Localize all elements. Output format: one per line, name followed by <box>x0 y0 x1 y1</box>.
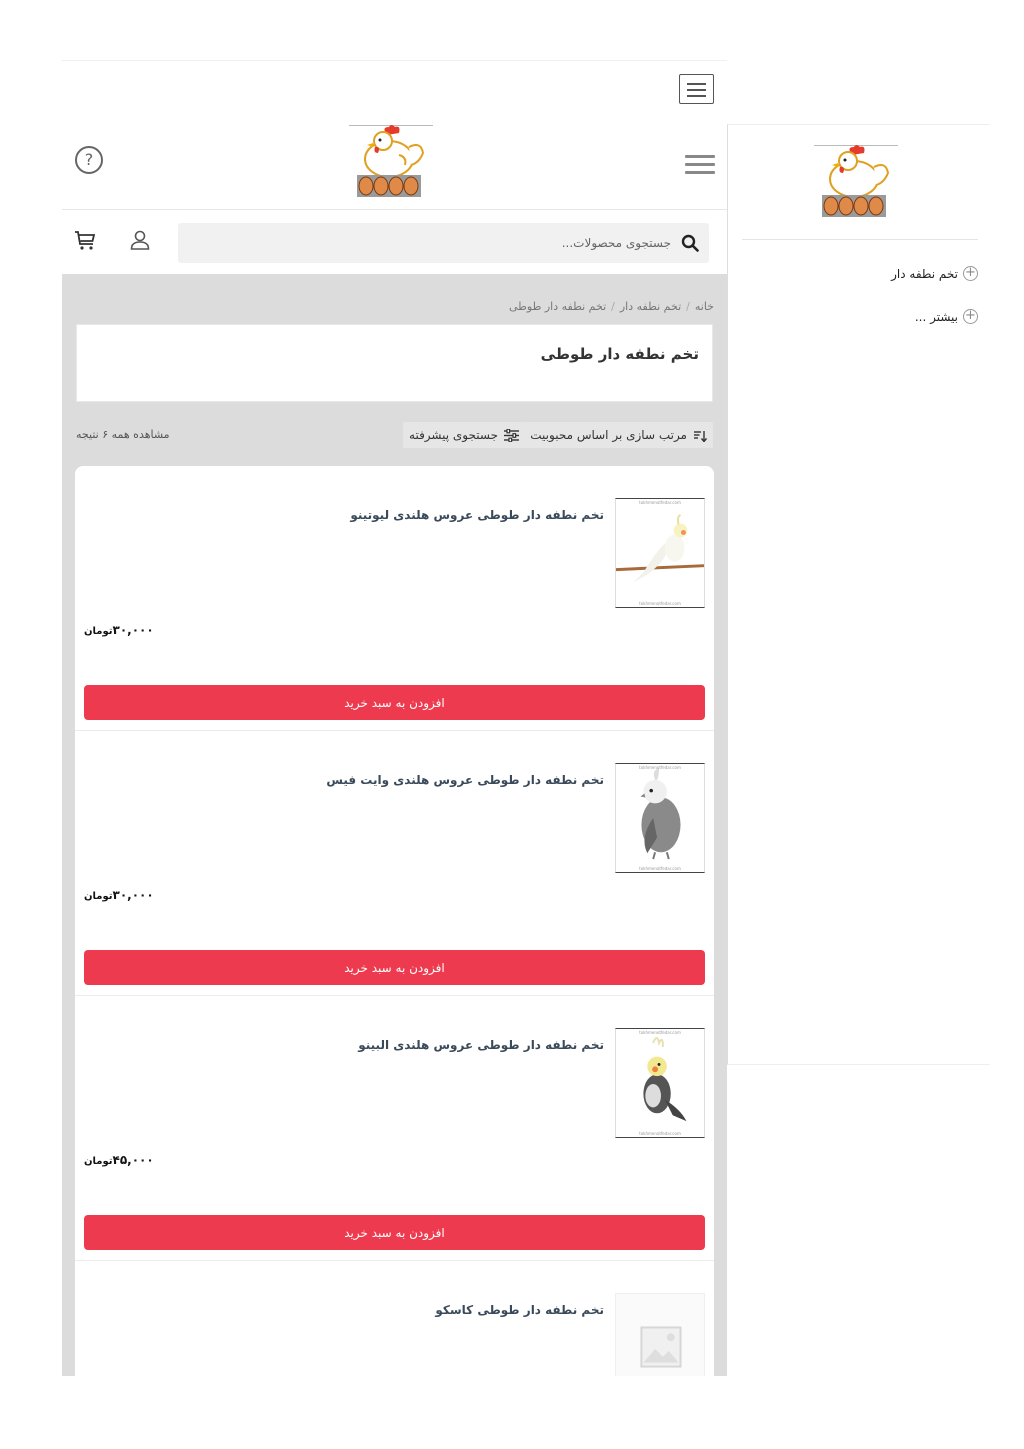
image-caption: tokhmenotfedar.com <box>639 500 681 505</box>
cockatiel-image <box>616 499 704 607</box>
price-value: ۳۰,۰۰۰ <box>112 888 154 902</box>
image-caption: tokhmenotfedar.com <box>639 1030 681 1035</box>
divider <box>742 239 978 240</box>
result-count: مشاهده همه ۶ نتیجه <box>76 428 170 441</box>
breadcrumb-home[interactable]: خانه <box>694 300 714 313</box>
product-image[interactable] <box>615 763 705 873</box>
image-caption: tokhmenotfedar.com <box>639 765 681 770</box>
cockatiel-image <box>616 1029 704 1137</box>
page-title: تخم نطفه دار طوطی <box>540 345 699 363</box>
menu-icon-line <box>687 89 706 91</box>
menu-toggle-button[interactable] <box>679 74 714 104</box>
advanced-search-label: جستجوی پیشرفته <box>409 428 498 442</box>
sort-label: مرتب سازی بر اساس محبوبیت <box>530 428 687 442</box>
advanced-search-button[interactable] <box>403 422 525 448</box>
product-image[interactable] <box>615 1028 705 1138</box>
add-to-cart-button[interactable]: افزودن به سبد خرید <box>84 1215 705 1250</box>
menu-icon-line <box>687 95 706 97</box>
sort-button[interactable] <box>524 422 713 448</box>
side-menu-item-fertile-eggs[interactable] <box>891 266 978 281</box>
product-name[interactable]: تخم نطفه دار طوطی عروس هلندی البینو <box>358 1038 604 1052</box>
site-logo[interactable] <box>349 125 433 201</box>
user-icon[interactable] <box>129 229 151 251</box>
product-card <box>75 731 714 996</box>
breadcrumb-category[interactable]: تخم نطفه دار <box>619 300 682 313</box>
breadcrumb: خانه/تخم نطفه دار/تخم نطفه دار طوطی <box>508 300 714 313</box>
price-currency: تومان <box>84 891 113 902</box>
product-image[interactable] <box>615 498 705 608</box>
side-menu-item-label: بیشتر ... <box>914 309 958 324</box>
add-to-cart-button[interactable]: افزودن به سبد خرید <box>84 685 705 720</box>
price-value: ۴۵,۰۰۰ <box>112 1153 154 1167</box>
side-menu-item-label: تخم نطفه دار <box>891 266 958 281</box>
image-caption: tokhmenotfedar.com <box>639 1131 681 1136</box>
image-caption: tokhmenotfedar.com <box>639 601 681 606</box>
side-logo[interactable] <box>814 145 898 221</box>
page-title-box <box>76 324 713 402</box>
main-column <box>62 122 727 1376</box>
hamburger-icon[interactable] <box>685 155 715 175</box>
price-value: ۳۰,۰۰۰ <box>112 623 154 637</box>
cart-icon[interactable] <box>74 229 96 251</box>
side-menu-item-more[interactable] <box>915 309 978 324</box>
side-menu <box>727 124 990 1065</box>
product-name[interactable]: تخم نطفه دار طوطی کاسکو <box>435 1303 604 1317</box>
product-price <box>84 888 154 902</box>
product-name[interactable]: تخم نطفه دار طوطی عروس هلندی لیوتینو <box>350 508 604 522</box>
breadcrumb-current: تخم نطفه دار طوطی <box>508 300 607 313</box>
plus-icon[interactable]: + <box>963 266 978 281</box>
content-area <box>62 274 727 1376</box>
add-to-cart-button[interactable]: افزودن به سبد خرید <box>84 950 705 985</box>
product-price <box>84 1153 154 1167</box>
product-price <box>84 623 154 637</box>
product-card <box>75 996 714 1261</box>
search-icon[interactable] <box>681 234 699 252</box>
product-card <box>75 466 714 731</box>
product-name[interactable]: تخم نطفه دار طوطی عروس هلندی وایت فیس <box>326 773 604 787</box>
top-bar <box>62 60 727 122</box>
price-currency: تومان <box>84 626 113 637</box>
image-caption: tokhmenotfedar.com <box>639 866 681 871</box>
search-bar <box>178 223 709 263</box>
product-list <box>75 466 714 1376</box>
product-card <box>75 1261 714 1376</box>
filter-icon <box>504 429 519 442</box>
search-row <box>62 210 727 274</box>
cockatiel-image <box>616 764 704 872</box>
menu-icon <box>687 83 706 85</box>
product-image-placeholder[interactable] <box>615 1293 705 1376</box>
search-input[interactable] <box>203 223 673 263</box>
plus-icon[interactable]: + <box>963 309 978 324</box>
sort-icon <box>693 430 707 442</box>
site-header <box>62 122 727 210</box>
help-icon[interactable]: ? <box>75 146 103 174</box>
price-currency: تومان <box>84 1156 113 1167</box>
image-placeholder-icon <box>616 1294 704 1376</box>
